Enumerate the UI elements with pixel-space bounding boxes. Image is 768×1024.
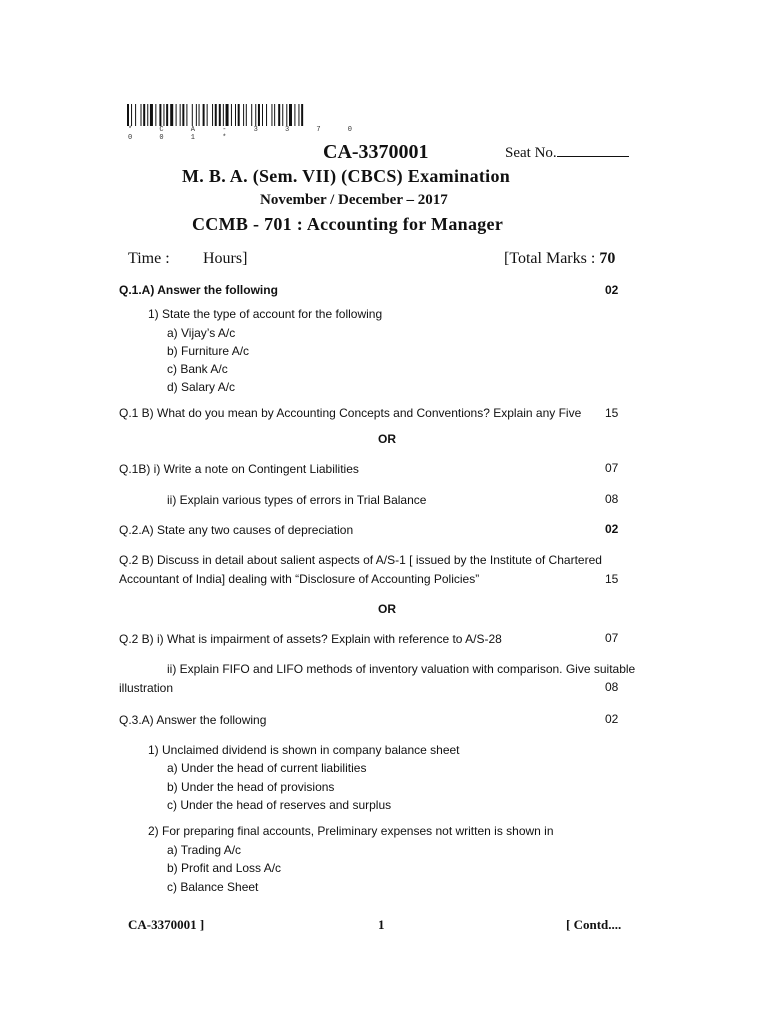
q3a-subquestion-2: 2) For preparing final accounts, Preliminary expenses not written is shown in (148, 824, 554, 838)
q1b-text: Q.1 B) What do you mean by Accounting Concepts and Conventions? Explain any Five (119, 406, 582, 420)
q2b-alt-marks: 07 (605, 631, 619, 645)
q1a-marks: 02 (605, 283, 619, 297)
q1b-alt-ii: ii) Explain various types of errors in Trial Balance (167, 493, 427, 507)
page-number: 1 (378, 917, 385, 932)
continued-label: [ Contd.... (566, 917, 622, 932)
q2b-marks: 15 (605, 572, 619, 586)
total-marks-value: 70 (599, 250, 616, 267)
q1a-subquestion: 1) State the type of account for the following (148, 307, 383, 321)
q3a-title: Q.3.A) Answer the following (119, 713, 267, 727)
q1a-title: Q.1.A) Answer the following (119, 283, 278, 297)
seat-number-blank (557, 144, 629, 157)
q3a-s1-option: a) Under the head of current liabilities (167, 761, 367, 775)
q2a-text: Q.2.A) State any two causes of depreciation (119, 523, 354, 537)
time-label: Time : (128, 250, 170, 267)
q3a-s1-option: c) Under the head of reserves and surplus (167, 798, 392, 812)
footer-code: CA-3370001 ] (128, 917, 205, 932)
q3a-s2-option: b) Profit and Loss A/c (167, 861, 282, 875)
q1b-marks: 15 (605, 406, 619, 420)
q3a-marks: 02 (605, 712, 619, 726)
q3a-s1-option: b) Under the head of provisions (167, 780, 335, 794)
total-marks (504, 250, 615, 268)
q2b-alt-text: Q.2 B) i) What is impairment of assets? Explain with reference to A/S-28 (119, 632, 502, 646)
or-divider: OR (378, 602, 396, 616)
q2a-marks: 02 (605, 522, 619, 536)
q3a-subquestion-1: 1) Unclaimed dividend is shown in company balance sheet (148, 743, 460, 757)
q2b-alt-ii-marks: 08 (605, 680, 619, 694)
q1a-option: b) Furniture A/c (167, 344, 250, 358)
q2b-text-line1: Q.2 B) Discuss in detail about salient aspects of A/S-1 [ issued by the Institute of Chartered (119, 553, 602, 567)
q1b-alt-text: Q.1B) i) Write a note on Contingent Liabilities (119, 462, 359, 476)
q1a-option: a) Vijay’s A/c (167, 326, 236, 340)
exam-session: November / December – 2017 (260, 192, 448, 208)
q2b-alt-ii-line1: ii) Explain FIFO and LIFO methods of inventory valuation with comparison. Give suitable (167, 662, 636, 676)
exam-title: M. B. A. (Sem. VII) (CBCS) Examination (182, 166, 511, 186)
q1a-option: d) Salary A/c (167, 380, 236, 394)
time-hours: Hours] (203, 250, 248, 267)
barcode (127, 104, 373, 126)
seat-label: Seat No. (505, 145, 557, 161)
seat-number (505, 144, 629, 162)
or-divider: OR (378, 432, 396, 446)
paper-code: CA-3370001 (323, 141, 429, 163)
barcode-digits: * C A - 3 3 7 0 0 0 1 * (128, 126, 364, 142)
subject-title: CCMB - 701 : Accounting for Manager (192, 214, 504, 234)
q2b-alt-ii-line2: illustration (119, 681, 174, 695)
q1b-alt-ii-marks: 08 (605, 492, 619, 506)
total-marks-label: [Total Marks : (504, 250, 596, 267)
q3a-s2-option: c) Balance Sheet (167, 880, 259, 894)
q3a-s2-option: a) Trading A/c (167, 843, 242, 857)
q1a-option: c) Bank A/c (167, 362, 228, 376)
q2b-text-line2: Accountant of India] dealing with “Disclosure of Accounting Policies” (119, 572, 480, 586)
q1b-alt-marks: 07 (605, 461, 619, 475)
